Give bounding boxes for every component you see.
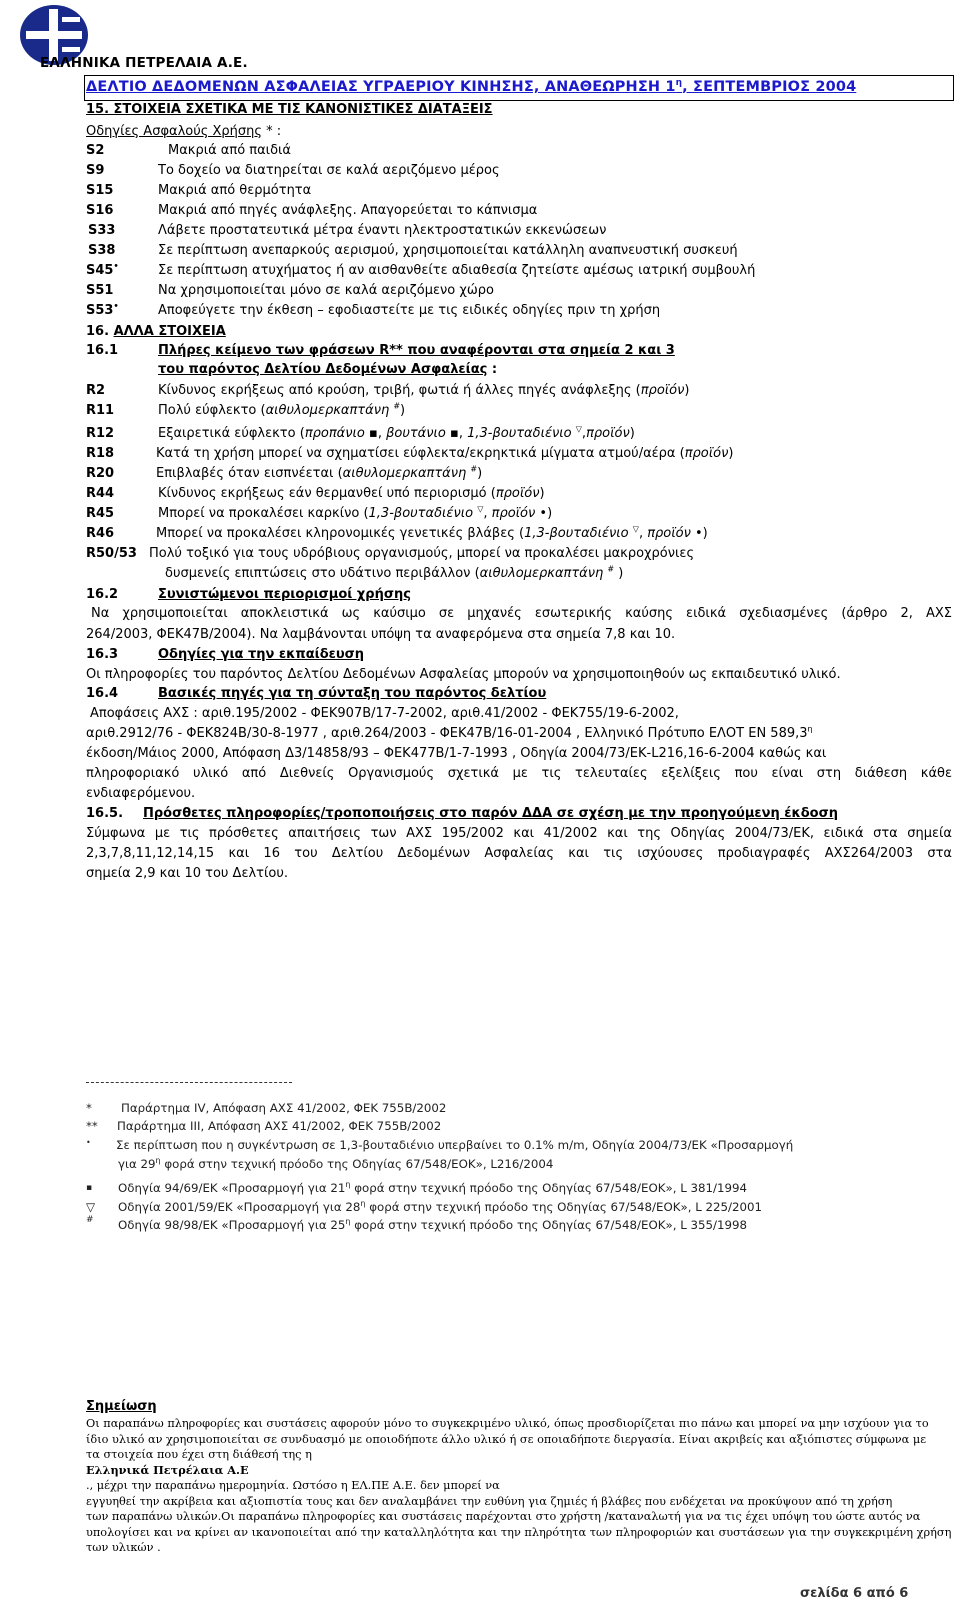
section-16-2-title: Συνιστώμενοι περιορισμοί χρήσης xyxy=(158,587,411,602)
r-phrase-text: Μπορεί να προκαλέσει καρκίνο (1,3-βουταδιένιο ▽, προϊόν •) xyxy=(158,504,553,521)
s-phrase-code: S2 xyxy=(86,143,105,158)
footnote-mark: ** xyxy=(86,1119,98,1133)
r-phrase-text: Κατά τη χρήση μπορεί να σχηματίσει εύφλεκτα/εκρηκτικά μίγματα ατμού/αέρα (προϊόν) xyxy=(156,446,734,461)
section-16-2-body: Να χρησιμοποιείται αποκλειστικά ως καύσιμο σε μηχανές εσωτερικής καύσης ειδικά σχεδιασμένες (άρθρο 2, ΑΧΣ xyxy=(91,606,952,621)
s-phrase-text: Λάβετε προστατευτικά μέτρα έναντι ηλεκτροστατικών εκκενώσεων xyxy=(158,223,607,238)
footnote-text: Σε περίπτωση που η συγκέντρωση σε 1,3-βουταδιένιο υπερβαίνει το 0.1% m/m, Οδηγία 2004/73/ΕΚ «Προσαρμογή xyxy=(116,1138,794,1152)
safe-use-heading: Οδηγίες Ασφαλούς Χρήσης * : xyxy=(86,124,282,139)
r-phrase-text-line2: δυσμενείς επιπτώσεις στο υδάτινο περιβάλλον (αιθυλομερκαπτάνη # ) xyxy=(165,564,624,581)
section-16-4-line5: ενδιαφερόμενου. xyxy=(86,786,196,801)
section-16-1-title-line2: του παρόντος Δελτίου Δεδομένων Ασφαλείας : xyxy=(158,362,498,377)
r-phrase-text: Μπορεί να προκαλέσει κληρονομικές γενετικές βλάβες (1,3-βουταδιένιο ▽, προϊόν •) xyxy=(156,524,708,541)
r-phrase-text: Πολύ εύφλεκτο (αιθυλομερκαπτάνη #) xyxy=(158,401,406,418)
s-phrase-code: S15 xyxy=(86,183,114,198)
section-16-4-number: 16.4 xyxy=(86,686,119,701)
section-16-3-title: Οδηγίες για την εκπαίδευση xyxy=(158,647,365,662)
hash-mark-icon: # xyxy=(86,1215,94,1225)
footnote-text: Οδηγία 94/69/ΕΚ «Προσαρμογή για $21^\eta$ φορά στην τεχνική πρόοδο της Οδηγίας 67/548/ΕΟΚ», L 381/1994 xyxy=(118,1180,748,1195)
r-phrase-code: R50/53 xyxy=(86,546,137,561)
s-phrase-code: S9 xyxy=(86,163,105,178)
s-phrase-code: S38 xyxy=(88,243,116,258)
section-16-5-title: Πρόσθετες πληροφορίες/τροποποιήσεις στο παρόν ΔΔΑ σε σχέση με την προηγούμενη έκδοση xyxy=(143,806,838,821)
section-16-4-title: Βασικές πηγές για τη σύνταξη του παρόντος δελτίου xyxy=(158,686,547,701)
s-phrase-code: S51 xyxy=(86,283,114,298)
section-16-4-line4: πληροφοριακό υλικό από Διεθνείς Οργανισμούς σχετικά με τις τελευταίες εξελίξεις που είναι στη διάθεση κάθε xyxy=(86,766,952,781)
note-title: Σημείωση xyxy=(86,1399,157,1414)
section-16-3-number: 16.3 xyxy=(86,647,119,662)
s-phrase-text: Αποφεύγετε την έκθεση – εφοδιαστείτε με τις ειδικές οδηγίες πριν τη χρήση xyxy=(158,303,661,318)
r-phrase-code: R2 xyxy=(86,383,106,398)
note-body: Οι παραπάνω πληροφορίες και συστάσεις αφορούν μόνο το συγκεκριμένο υλικό, όπως προσδιορίζεται πιο πάνω και μπορεί να μην ισχύουν για το ίδιο υλικό αν χρησιμοποιείται σε συνδυασμό με οποιοδήποτε άλλο υλικό ή σε οποιαδήποτε διεργασία. Είναι ακριβείς και αξιόπιστες σύμφωνα με τα στοιχεία που έχει στη διάθεσή της η Ελληνικά Πετρέλαια Α.Ε ., μέχρι την παραπάνω ημερομηνία. Ωστόσο η ΕΛ.ΠΕ Α.Ε. δεν μπορεί να εγγυηθεί την ακρίβεια και αξιοπιστία τους και δεν αναλαμβάνει την ευθύνη για ζημιές ή βλάβες που ενδέχεται να προκύψουν από τη χρήση των παραπάνω υλικών.Οι παραπάνω πληροφορίες και συστάσεις παρέχονται στο χρήστη /καταναλωτή για να τις έχει υπόψη του ώστε αυτός να υπολογίσει και να κρίνει αν ικανοποιείται από την καταλληλότητα και την πληρότητα των πληροφοριών και συστάσεων για την συγκεκριμένη χρήση των υλικών . xyxy=(86,1417,952,1554)
s-phrase-text: Μακριά από παιδιά xyxy=(168,143,291,158)
s-phrase-code: S16 xyxy=(86,203,114,218)
r-phrase-text: Πολύ τοξικό για τους υδρόβιους οργανισμούς, μπορεί να προκαλέσει μακροχρόνιες xyxy=(149,546,695,561)
triangle-mark-icon: ▽ xyxy=(86,1200,96,1214)
bullet-mark-icon: • xyxy=(86,1138,91,1147)
r-phrase-text: Επιβλαβές όταν εισπνέεται (αιθυλομερκαπτάνη #) xyxy=(156,464,483,481)
bullet-mark-icon: • xyxy=(113,301,119,311)
s-phrase-text: Το δοχείο να διατηρείται σε καλά αεριζόμενο μέρος xyxy=(158,163,500,178)
footnote-separator xyxy=(86,1082,292,1083)
section-16-4-line3: έκδοση/Μάιος 2000, Απόφαση Δ3/14858/93 – ΦΕΚ477Β/1-7-1993 , Οδηγία 2004/73/ΕΚ-L216,16-6-2004 καθώς και xyxy=(86,746,827,761)
footnote-text-line2: για $29^\eta$ φορά στην τεχνική πρόοδο της Οδηγίας 67/548/ΕΟΚ», L216/2004 xyxy=(118,1156,554,1171)
document-title: ΔΕΛΤΙΟ ΔΕΔΟΜΕΝΩΝ ΑΣΦΑΛΕΙΑΣ ΥΓΡΑΕΡΙΟΥ ΚΙΝΗΣΗΣ, ΑΝΑΘΕΩΡΗΣΗ $1^\eta$, ΣΕΠΤΕΜΒΡΙΟΣ 2004 xyxy=(86,78,857,95)
r-phrase-code: R20 xyxy=(86,466,115,481)
s-phrase-text: Να χρησιμοποιείται μόνο σε καλά αεριζόμενο χώρο xyxy=(158,283,494,298)
r-phrase-text: Κίνδυνος εκρήξεως από κρούση, τριβή, φωτιά ή άλλες πηγές ανάφλεξης (προϊόν) xyxy=(158,383,690,398)
r-phrase-code: R11 xyxy=(86,403,115,418)
section-15-heading: 15. ΣΤΟΙΧΕΙΑ ΣΧΕΤΙΚΑ ΜΕ ΤΙΣ ΚΑΝΟΝΙΣΤΙΚΕΣ ΔΙΑΤΑΞΕΙΣ xyxy=(86,102,493,117)
section-16-2-body-line2: 264/2003, ΦΕΚ47Β/2004). Να λαμβάνονται υπόψη τα αναφερόμενα στα σημεία 7,8 και 10. xyxy=(86,627,676,642)
section-16-2-number: 16.2 xyxy=(86,587,119,602)
section-16-3-body: Οι πληροφορίες του παρόντος Δελτίου Δεδομένων Ασφαλείας μπορούν να χρησιμοποιηθούν ως εκπαιδευτικό υλικό. xyxy=(86,667,841,682)
r-phrase-code: R46 xyxy=(86,526,115,541)
page-number: σελίδα 6 από 6 xyxy=(800,1586,909,1601)
s-phrase-text: Σε περίπτωση ατυχήματος ή αν αισθανθείτε αδιαθεσία ζητείστε αμέσως ιατρική συμβουλή xyxy=(158,263,756,278)
s-phrase-code: S45• xyxy=(86,261,119,278)
section-16-4-line1: Αποφάσεις ΑΧΣ : αριθ.195/2002 - ΦΕΚ907Β/17-7-2002, αριθ.41/2002 - ΦΕΚ755/19-6-2002, xyxy=(90,706,679,721)
footnote-text: Οδηγία 2001/59/ΕΚ «Προσαρμογή για $28^\eta$ φορά στην τεχνική πρόοδο της Οδηγίας 67/548/ΕΟΚ», L 225/2001 xyxy=(118,1199,763,1214)
section-16-heading: 16. ΑΛΛΑ ΣΤΟΙΧΕΙΑ xyxy=(86,324,226,339)
s-phrase-code: S33 xyxy=(88,223,116,238)
r-phrase-text: Εξαιρετικά εύφλεκτο (προπάνιο ▪, βουτάνιο ▪, 1,3-βουταδιένιο ▽,προϊόν) xyxy=(158,424,635,441)
s-phrase-code: S53• xyxy=(86,301,119,318)
section-16-5-body: Σύμφωνα με τις πρόσθετες απαιτήσεις των ΑΧΣ 195/2002 και 41/2002 και της Οδηγίας 2004/73/ΕΚ, ειδικά στα σημεία 2,3,7,8,11,12,14,15 και 16 του Δελτίου Δεδομένων Ασφαλείας και τις ισχύουσες προδιαγραφές ΑΧΣ264/2003 στα xyxy=(86,826,952,861)
r-phrase-code: R45 xyxy=(86,506,115,521)
footnote-text: Παράρτημα IV, Απόφαση ΑΧΣ 41/2002, ΦΕΚ 755Β/2002 xyxy=(121,1101,447,1115)
s-phrase-text: Μακριά από πηγές ανάφλεξης. Απαγορεύεται το κάπνισμα xyxy=(158,203,538,218)
section-16-5-number: 16.5. xyxy=(86,806,124,821)
bullet-mark-icon: • xyxy=(113,261,119,271)
s-phrase-text: Σε περίπτωση ανεπαρκούς αερισμού, χρησιμοποιείται κατάλληλη αναπνευστική συσκευή xyxy=(158,243,738,258)
square-mark-icon: ▪ xyxy=(86,1183,93,1193)
section-16-1-title: Πλήρες κείμενο των φράσεων R** που αναφέρονται στα σημεία 2 και 3 xyxy=(158,343,675,358)
company-name: ΕΛΛΗΝΙΚΑ ΠΕΤΡΕΛΑΙΑ Α.Ε. xyxy=(40,55,248,71)
r-phrase-text: Κίνδυνος εκρήξεως εάν θερμανθεί υπό περιορισμό (προϊόν) xyxy=(158,486,545,501)
section-16-4-line2: αριθ.2912/76 - ΦΕΚ824Β/30-8-1977 , αριθ.264/2003 - ΦΕΚ47Β/16-01-2004 , Ελληνικό Πρότυπο ΕΛΟΤ ΕΝ $589,3^\eta$ xyxy=(86,724,813,741)
footnote-text: Οδηγία 98/98/ΕΚ «Προσαρμογή για $25^\eta$ φορά στην τεχνική πρόοδο της Οδηγίας 67/548/ΕΟΚ», L 355/1998 xyxy=(118,1217,748,1232)
r-phrase-code: R44 xyxy=(86,486,115,501)
footnote-mark: * xyxy=(86,1101,92,1115)
s-phrase-text: Μακριά από θερμότητα xyxy=(158,183,312,198)
r-phrase-code: R12 xyxy=(86,426,115,441)
section-16-1-number: 16.1 xyxy=(86,343,119,358)
r-phrase-code: R18 xyxy=(86,446,115,461)
footnote-text: Παράρτημα ΙΙΙ, Απόφαση ΑΧΣ 41/2002, ΦΕΚ 755Β/2002 xyxy=(117,1119,442,1133)
section-16-5-body-line3: σημεία 2,9 και 10 του Δελτίου. xyxy=(86,866,289,881)
